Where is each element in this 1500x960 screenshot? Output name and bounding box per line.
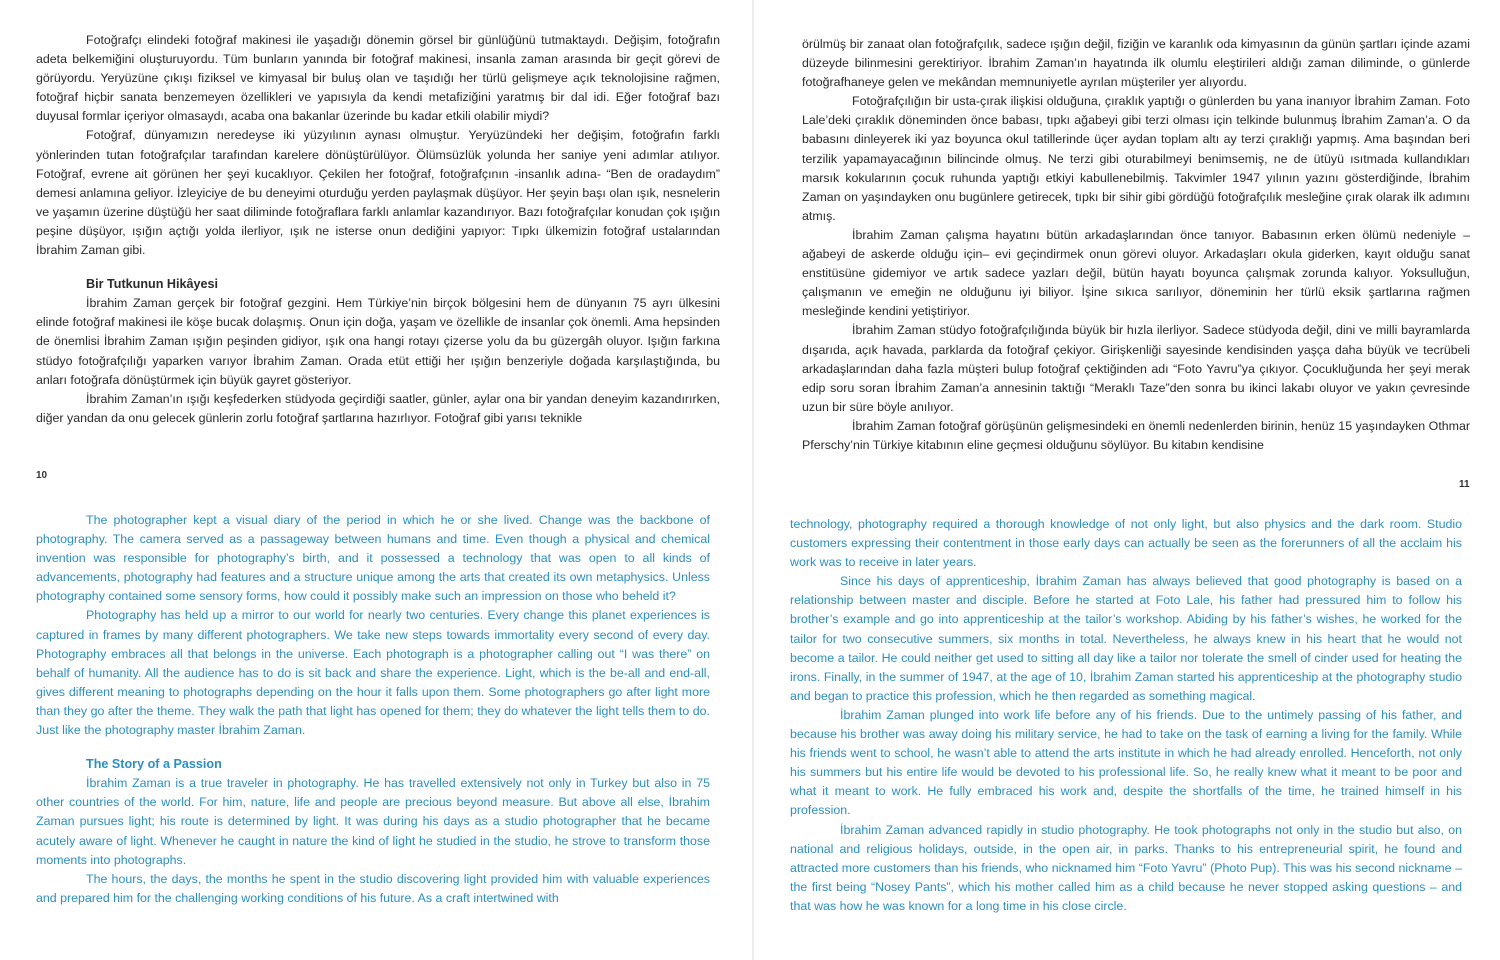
right-tr-paragraph-3: İbrahim Zaman çalışma hayatını bütün arkadaşlarından önce tanıyor. Babasının erken ölümü nedeniyle – ağabeyi de askerde olduğu için– evi geçindirmek onun görevi oluyor. Arkadaşları okula giderken, kayıt olduğu sanat enstitüsüne gidemiyor ve artık sadece yazları değil, bütün hayatı boyunca çalışmak zorunda kalıyor. Yoksulluğun, çalışmanın ve emeğin ne olduğunu iyi biliyor. İşine sıkıca sarılıyor, döneminin her türlü eksik şartlarına rağmen mesleğinde kendini yetiştiriyor. [802,227,1470,319]
left-tr-paragraph-4: İbrahim Zaman’ın ışığı keşfederken stüdyoda geçirdiği saatler, günler, aylar ona bir yandan deneyim kazandırırken, diğer yandan da onu gelecek günlerin zorlu fotoğraf şartlarına hazırlıyor. Fotoğraf gibi yarısı teknikle [36,391,720,425]
right-tr-paragraph-4: İbrahim Zaman stüdyo fotoğrafçılığında büyük bir hızla ilerliyor. Sadece stüdyoda değil, dini ve milli bayramlarda dışarıda, açık havada, parklarda da fotoğraf çekiyor. Girişkenliği sayesinde kendisinden yaşça daha büyük ve tecrübeli arkadaşlarından daha fazla müşteri bulup fotoğraf çektiğinden adı “Foto Yavru”ya çıkıyor. Çocukluğunda her şeyi merak edip soru soran İbrahim Zaman’a annesinin taktığı “Meraklı Taze”den sonra bu ikinci lakabı oluyor ve yakın çevresinde uzun bir süre böyle anılıyor. [802,323,1470,414]
left-tr-paragraph-1: Fotoğrafçı elindeki fotoğraf makinesi ile yaşadığı dönemin görsel bir günlüğünü tutmaktaydı. Değişim, fotoğrafın adeta belkemiğini oluşturuyordu. Tüm bunların yanında bir fotoğraf makinesi, insanla zaman arasında bir geçit görevi de görüyordu. Yeryüzüne çıkışı fiziksel ve kimyasal bir buluş olan ve taşıdığı her türlü gelişmeye açık teknolojisine rağmen, fotoğraf hiçbir sanata benzemeyen özellikleri ve yapısıyla da kendi metafiziğini yaratmış bir dal idi. Eğer fotoğraf bazı duyusal formlar içeriyor olmasaydı, acaba ona bakanlar üzerinde bu kadar etkili olabilir miydi? [36,33,720,124]
right-tr-paragraph-2: Fotoğrafçılığın bir usta-çırak ilişkisi olduğuna, çıraklık yaptığı o günlerden bu yana inanıyor İbrahim Zaman. Foto Lale’deki çıraklık döneminden önce babası, tıpkı ağabeyi gibi terzi olması için telkinde bulunmuş İbrahim Zaman’a. O da babasını dinleyerek iki yaz boyunca okul tatillerinde üçer aydan toplam altı ay terzi çıraklığı yapmış. Ama başından beri terzilik yapamayacağının bilincinde olmuş. Ne terzi gibi oturabilmeyi benimsemiş, ne de ütüyü ısıtmada kullandıkları marsık kokularının çocuk ruhunda yaptığı etkiyi kabullenebilmiş. Takvimler 1947 yılının yazını gösterdiğinde, İbrahim Zaman on yaşındayken onu bugünlere getirecek, tıpkı bir sihir gibi gördüğü fotoğrafçılık mesleğine çırak olarak ilk adımını atmış. [802,94,1470,223]
left-tr-paragraph-3: İbrahim Zaman gerçek bir fotoğraf gezgini. Hem Türkiye’nin birçok bölgesini hem de dünyanın 75 ayrı ülkesini elinde fotoğraf makinesi ile köşe bucak dolaşmış. Onun için doğa, yaşam ve özellikle de insanlar çok önemli. Ama hepsinden de önemlisi İbrahim Zaman ışığın peşinden gidiyor, ışık ona hangi rotayı çizerse yolu da bu güzergâh oluyor. Işığın farkına stüdyo fotoğrafçılığı yaparken varıyor İbrahim Zaman. Orada etüt ettiği her ışığın benzeriyle doğada karşılaştığında, bu anları fotoğrafa dönüştürmek için büyük gayret gösteriyor. [36,296,720,387]
right-english-text [790,515,1462,916]
left-en-paragraph-2: Photography has held up a mirror to our world for nearly two centuries. Every change this planet experiences is captured in frames by many different photographers. We take new steps towards immortality every second of every day. Photography embraces all that belongs in the universe. Each photograph is a photographer calling out “I was there” on behalf of humanity. All the audience has to do is sit back and share the experience. Light, which is the be-all and end-all, gives different meaning to photographs depending on the hour it falls upon them. Some photographers go after light more than they go after the theme. They walk the path that light has opened for them; they do whatever the light tells them to do. Just like the photography master İbrahim Zaman. [36,608,710,738]
right-tr-paragraph-1: örülmüş bir zanaat olan fotoğrafçılık, sadece ışığın değil, fiziğin ve karanlık oda kimyasının da günün şartları içinde azami düzeyde bilinmesini gerektiriyor. İbrahim Zaman’ın hayatında ilk olumlu eleştirileri aldığı zaman diliminde, o günlerde fotoğrafhaneye gelen ve mekândan memnuniyetle ayrılan müşteriler yer alıyordu. [802,37,1470,90]
left-en-paragraph-1: The photographer kept a visual diary of the period in which he or she lived. Change was the backbone of photography. The camera served as a passageway between humans and time. Even though a physical and chemical invention was responsible for photography’s birth, and it possessed a technology that was open to all kinds of advancements, photography had features and a structure unique among the arts that created its own metaphysics. Unless photography contained some sensory forms, how could it possibly make such an impression on those who beheld it? [36,513,710,604]
right-en-paragraph-2: Since his days of apprenticeship, İbrahim Zaman has always believed that good photography is based on a relationship between master and disciple. Before he started at Foto Lale, his father had pressured him to follow his brother’s example and go into apprenticeship at the tailor’s workshop. Abiding by his father’s wishes, he worked for the tailor for two consecutive summers, six months in total. Nevertheless, he always knew in his heart that he would not become a tailor. He could neither get used to sitting all day like a tailor nor tolerate the smell of cinder used for heating the irons. Finally, in the summer of 1947, at the age of 10, İbrahim Zaman started his apprenticeship at the photography studio and began to practice this profession, which he then regarded as something magical. [790,574,1462,703]
left-page-number: 10 [36,470,48,481]
left-english-text [36,511,710,908]
right-en-paragraph-1: technology, photography required a thorough knowledge of not only light, but also physics and the dark room. Studio customers expressing their contentment in those early days can actually be seen as the forerunners of all the acclaim his work was to receive in later years. [790,517,1462,570]
right-en-paragraph-3: İbrahim Zaman plunged into work life before any of his friends. Due to the untimely passing of his father, and because his brother was away doing his military service, he had to take on the task of earning a living for the family. While his friends went to school, he wasn’t able to attend the arts institute in which he had already enrolled. Henceforth, not only his summers but his entire life would be devoted to his professional life. So, he really knew what it meant to be poor and what it meant to work. He fully embraced his work and, despite the shortfalls of the time, he trained himself in his profession. [790,707,1462,818]
left-en-section-heading: The Story of a Passion [86,757,222,772]
right-page-number: 11 [1459,479,1470,490]
left-tr-section-heading: Bir Tutkunun Hikâyesi [86,277,219,292]
left-tr-paragraph-2: Fotoğraf, dünyamızın neredeyse iki yüzyılının aynası olmuştur. Yeryüzündeki her değişim, fotoğrafın farklı yönlerinden tutan fotoğrafçılar tarafından karelere dönüştürülüyor. Ölümsüzlük yolunda her saniye yeni adımlar atılıyor. Fotoğraf, evrene ait görünen her şeyi kucaklıyor. Çekilen her fotoğraf, fotoğrafçının -insanlık adına- “Ben de oradaydım” demesi anlamına geliyor. İzleyiciye de bu deneyimi oturduğu yerden paylaşmak düşüyor. Her şeyin başı olan ışık, nesnelerin ve yaşamın üzerine düştüğü her saat diliminde fotoğraflara farklı anlamlar kazandırıyor. Bazı fotoğrafçılar konudan çok ışığın peşine düşüyor, ışığın açtığı yolda ilerliyor, ışık ne isterse onun dediğini yapıyor: Tıpkı ülkemizin fotoğraf ustalarından İbrahim Zaman gibi. [36,128,720,258]
right-tr-paragraph-5: İbrahim Zaman fotoğraf görüşünün gelişmesindeki en önemli nedenlerden birinin, henüz 15 yaşındayken Othmar Pferschy’nin Türkiye kitabının eline geçmesi olduğunu söylüyor. Bu kitabın kendisine [802,418,1470,452]
left-en-paragraph-3: İbrahim Zaman is a true traveler in photography. He has travelled extensively not only in Turkey but also in 75 other countries of the world. For him, nature, life and people are precious beyond measure. But above all else, İbrahim Zaman pursues light; his route is determined by light. It was during his days as a studio photographer that he became acutely aware of light. Whenever he caught in nature the kind of light he studied in the studio, he strove to transform those moments into photographs. [36,776,710,867]
right-turkish-text [802,35,1470,455]
left-en-paragraph-4: The hours, the days, the months he spent in the studio discovering light provided him with valuable experiences and prepared him for the challenging working conditions of his future. As a craft intertwined with [36,871,710,905]
right-en-paragraph-4: İbrahim Zaman advanced rapidly in studio photography. He took photographs not only in the studio but also, on national and religious holidays, outside, in the open air, in parks. Thanks to his entrepreneurial spirit, he found and attracted more customers than his friends, who nicknamed him “Foto Yavru” (Photo Pup). This was his second nickname – the first being “Nosey Pants”, which his mother called him as a child because he never stopped asking questions – and that was how he was known for a long time in his close circle. [790,822,1462,913]
left-turkish-text [36,31,720,428]
